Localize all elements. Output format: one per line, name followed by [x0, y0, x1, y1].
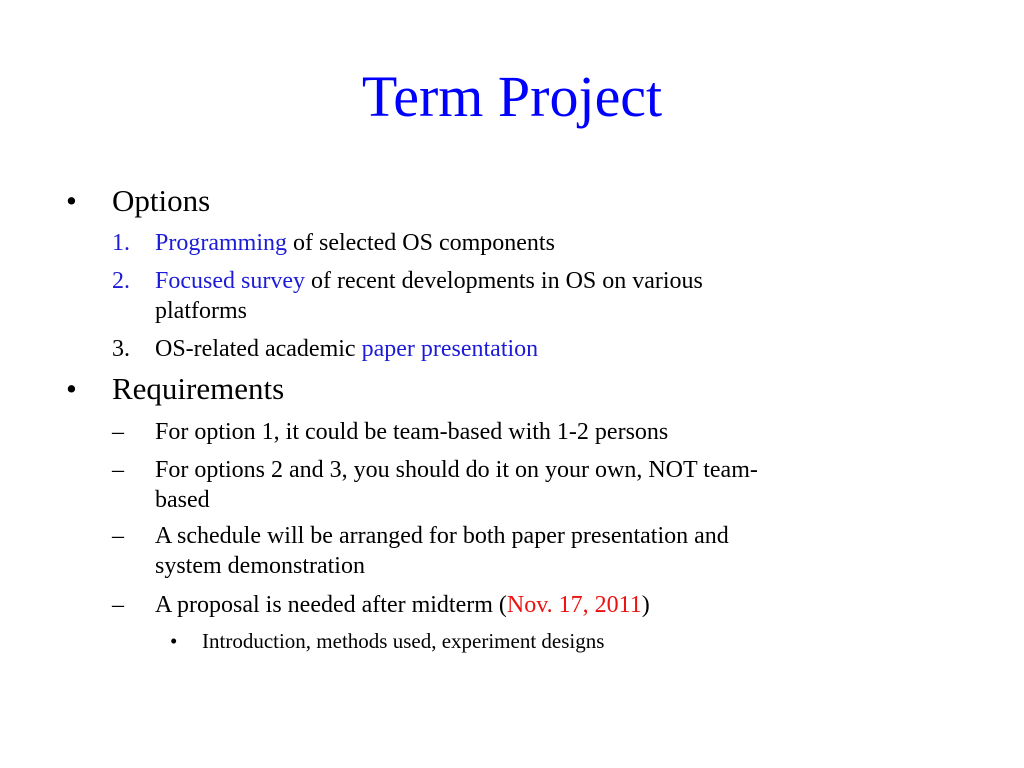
options-heading: Options [112, 183, 211, 218]
option-text-2 [155, 266, 955, 326]
requirements-heading: Requirements [112, 371, 285, 406]
requirement-text-1: For option 1, it could be team-based with 1-2 persons [155, 419, 669, 445]
option-rest-2-line1: of recent developments in OS on various [304, 268, 703, 294]
option-text-1 [155, 228, 955, 258]
requirement-4-prefix: A proposal is needed after midterm ( [155, 592, 507, 618]
requirement-text-4 [155, 590, 955, 620]
slide-title: Term Project [361, 64, 663, 129]
option-prefix-3: OS-related academic [155, 336, 362, 362]
dash-icon: – [112, 523, 124, 549]
bullet-icon: • [66, 183, 77, 218]
option-number-2: 2. [112, 268, 130, 294]
requirement-text-3 [155, 521, 955, 581]
option-highlight-programming: Programming [155, 230, 287, 256]
option-number-3: 3. [112, 336, 130, 362]
requirement-2-line1: For options 2 and 3, you should do it on your own, NOT team- [155, 457, 758, 483]
proposal-date: Nov. 17, 2011 [506, 592, 642, 618]
option-highlight-focused-survey: Focused survey [155, 268, 305, 294]
requirement-sub-text: Introduction, methods used, experiment designs [202, 629, 605, 653]
dash-icon: – [112, 419, 124, 445]
bullet-icon: • [66, 371, 77, 406]
requirement-3-line2: system demonstration [155, 553, 365, 579]
option-rest-1: of selected OS components [287, 230, 555, 256]
option-rest-2-line2: platforms [155, 298, 247, 324]
option-text-3 [155, 334, 955, 364]
dash-icon: – [112, 592, 124, 618]
option-highlight-paper-presentation: paper presentation [361, 336, 539, 362]
requirement-3-line1: A schedule will be arranged for both paper presentation and [155, 523, 729, 549]
requirement-2-line2: based [155, 487, 210, 513]
requirement-4-suffix: ) [641, 592, 650, 618]
bullet-icon: • [170, 629, 178, 653]
requirement-text-2 [155, 455, 955, 515]
dash-icon: – [112, 457, 124, 483]
option-number-1: 1. [112, 230, 130, 256]
